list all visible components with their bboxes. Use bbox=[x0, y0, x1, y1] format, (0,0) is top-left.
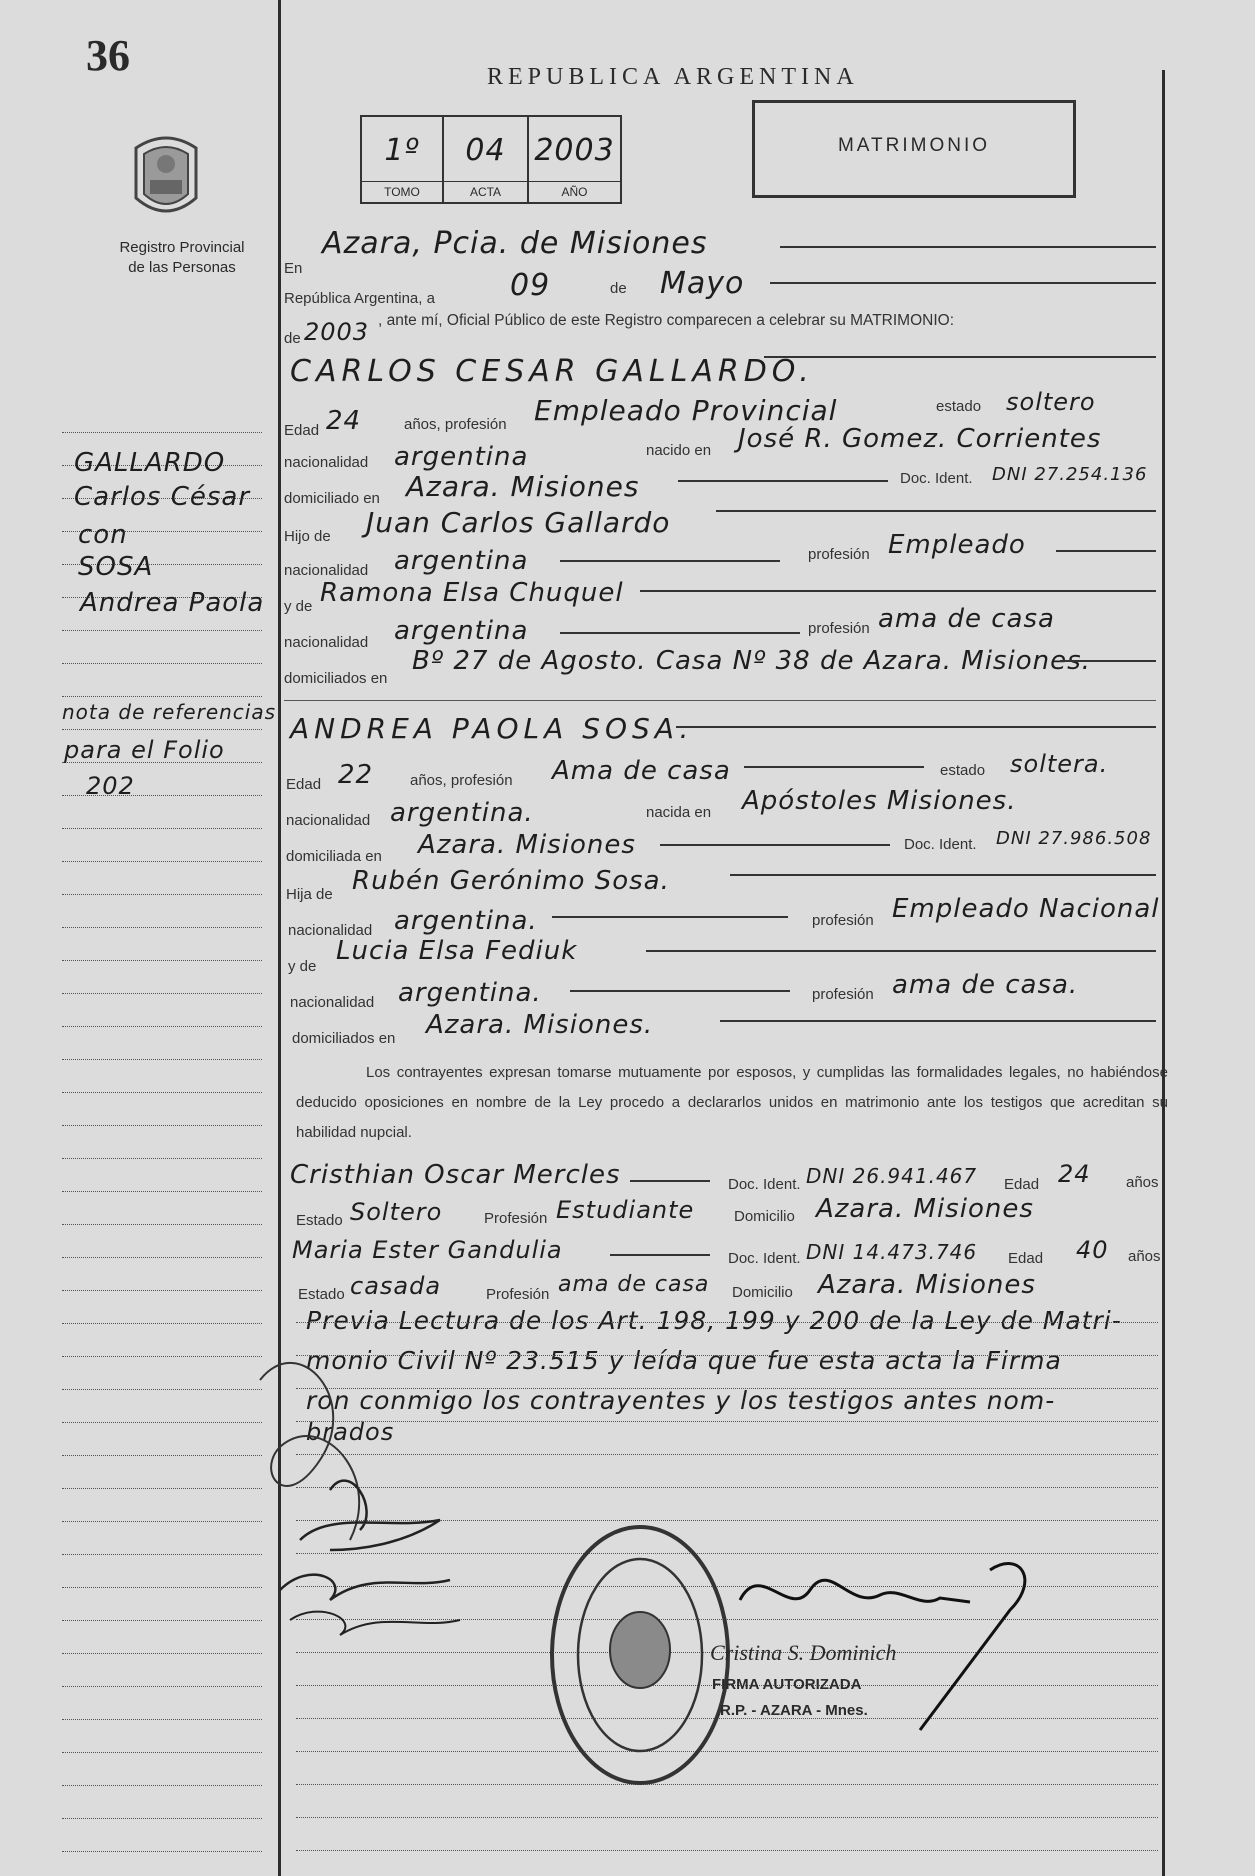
body-dotted-line bbox=[296, 1850, 1158, 1851]
fill-line bbox=[1056, 550, 1156, 552]
groom-mother-nationality: argentina bbox=[394, 616, 529, 646]
fill-line bbox=[646, 950, 1156, 952]
bride-prof-label: años, profesión bbox=[410, 772, 513, 789]
margin-dotted-line bbox=[62, 1224, 262, 1225]
witness1-age: 24 bbox=[1058, 1160, 1091, 1188]
groom-parents-dom-label: domiciliados en bbox=[284, 670, 388, 687]
tomo-value: 1º bbox=[384, 133, 420, 168]
margin-name-1: GALLARDO bbox=[74, 448, 226, 478]
margin-dotted-line bbox=[62, 729, 262, 730]
fill-line bbox=[640, 590, 1156, 592]
groom-nacido-label: nacido en bbox=[646, 442, 712, 459]
margin-dotted-line bbox=[62, 861, 262, 862]
folio-number: 36 bbox=[86, 31, 130, 80]
ano-label: AÑO bbox=[561, 185, 588, 199]
day: 09 bbox=[510, 268, 551, 303]
bride-father-profession: Empleado Nacional bbox=[892, 894, 1160, 924]
groom-prof-label: años, profesión bbox=[404, 416, 507, 433]
margin-name-5: Andrea Paola bbox=[80, 588, 265, 618]
ano-value: 2003 bbox=[534, 133, 615, 168]
fill-line bbox=[780, 246, 1156, 248]
witness2-prof-label: Profesión bbox=[486, 1286, 550, 1303]
bride-doc-label: Doc. Ident. bbox=[904, 836, 977, 853]
registry-line-2: de las Personas bbox=[128, 259, 236, 276]
bride-parents-address: Azara. Misiones. bbox=[426, 1010, 654, 1040]
bride-father-nac-label: nacionalidad bbox=[288, 922, 373, 939]
witness1-edad-label: Edad bbox=[1004, 1176, 1040, 1193]
fill-line bbox=[720, 1020, 1156, 1022]
margin-dotted-line bbox=[62, 1620, 262, 1621]
bride-mother-nac-label: nacionalidad bbox=[290, 994, 375, 1011]
bride-nationality: argentina. bbox=[390, 798, 534, 828]
groom-birthplace: José R. Gomez. Corrientes bbox=[738, 424, 1102, 454]
fill-line bbox=[570, 990, 790, 992]
bride-parents-dom-label: domiciliados en bbox=[292, 1030, 396, 1047]
signature-scribbles bbox=[240, 1340, 500, 1640]
fill-line bbox=[630, 1180, 710, 1182]
groom-father: Juan Carlos Gallardo bbox=[366, 506, 671, 539]
margin-dotted-line bbox=[62, 1752, 262, 1753]
groom-mother-profession: ama de casa bbox=[878, 604, 1055, 634]
groom-mother: Ramona Elsa Chuquel bbox=[320, 578, 624, 608]
margin-dotted-line bbox=[62, 828, 262, 829]
registry-line-1: Registro Provincial bbox=[119, 239, 245, 256]
margin-name-3: con bbox=[78, 520, 128, 550]
witness1-estado-label: Estado bbox=[296, 1212, 343, 1229]
bride-civil-status: soltera. bbox=[1010, 750, 1109, 778]
margin-dotted-line bbox=[62, 1851, 262, 1852]
fill-line bbox=[716, 510, 1156, 512]
year: 2003 bbox=[304, 318, 370, 346]
record-type-box bbox=[752, 100, 1076, 198]
groom-mother-nac-label: nacionalidad bbox=[284, 634, 369, 651]
margin-dotted-line bbox=[62, 1356, 262, 1357]
fill-line bbox=[770, 282, 1156, 284]
witness2-doc-label: Doc. Ident. bbox=[728, 1250, 801, 1267]
closing-line-3: ron conmigo los contrayentes y los testigos antes nom- bbox=[306, 1386, 1056, 1415]
margin-dotted-line bbox=[62, 1719, 262, 1720]
margin-dotted-line bbox=[62, 1290, 262, 1291]
margin-dotted-line bbox=[62, 1455, 262, 1456]
groom-civil-status: soltero bbox=[1006, 388, 1096, 416]
margin-dotted-line bbox=[62, 1092, 262, 1093]
bride-mother-prof-label: profesión bbox=[812, 986, 874, 1003]
margin-dotted-line bbox=[62, 1818, 262, 1819]
groom-hijo-label: Hijo de bbox=[284, 528, 331, 545]
bride-estado-label: estado bbox=[940, 762, 986, 779]
fill-line bbox=[744, 766, 924, 768]
margin-dotted-line bbox=[62, 1785, 262, 1786]
right-rule bbox=[1162, 70, 1165, 1876]
fill-line bbox=[678, 480, 888, 482]
closing-line-4: brados bbox=[306, 1418, 395, 1446]
en-label: En bbox=[284, 260, 303, 277]
intro-text: , ante mí, Oficial Público de este Registro comparecen a celebrar su MATRIMONIO: bbox=[378, 312, 955, 329]
fill-line bbox=[560, 632, 800, 634]
groom-mother-prof-label: profesión bbox=[808, 620, 870, 637]
place: Azara, Pcia. de Misiones bbox=[322, 226, 708, 261]
margin-name-4: SOSA bbox=[78, 552, 154, 582]
margin-dotted-line bbox=[62, 1587, 262, 1588]
witness2-status: casada bbox=[350, 1272, 442, 1300]
bride-nac-label: nacionalidad bbox=[286, 812, 371, 829]
witness2-address: Azara. Misiones bbox=[818, 1270, 1036, 1300]
margin-dotted-line bbox=[62, 1323, 262, 1324]
fill-line bbox=[560, 560, 780, 562]
witness1-address: Azara. Misiones bbox=[816, 1194, 1034, 1224]
provincial-seal-icon bbox=[128, 128, 204, 224]
record-number-box bbox=[360, 115, 622, 204]
groom-edad-label: Edad bbox=[284, 422, 320, 439]
witness2-anos-label: años bbox=[1128, 1248, 1161, 1265]
bride-birthplace: Apóstoles Misiones. bbox=[742, 786, 1017, 816]
country-title: REPUBLICA ARGENTINA bbox=[487, 64, 859, 90]
margin-dotted-line bbox=[62, 1554, 262, 1555]
stamp-auth: FIRMA AUTORIZADA bbox=[712, 1676, 862, 1693]
tomo-label: TOMO bbox=[384, 185, 420, 199]
groom-nac-label: nacionalidad bbox=[284, 454, 369, 471]
bride-dom-label: domiciliada en bbox=[286, 848, 382, 865]
margin-dotted-line bbox=[62, 1422, 262, 1423]
bride-father: Rubén Gerónimo Sosa. bbox=[352, 866, 670, 896]
declaration-text: Los contrayentes expresan tomarse mutuamente por esposos, y cumplidas las formalidades legales, no habiéndose deducido oposiciones en nombre de la Ley procedo a declararlos unidos en matrimonio ante los testigos que acreditan su habilidad nupcial. bbox=[296, 1064, 1168, 1141]
margin-note-2: para el Folio bbox=[64, 736, 225, 764]
bride-hija-label: Hija de bbox=[286, 886, 333, 903]
witness2-profession: ama de casa bbox=[558, 1272, 710, 1297]
month: Mayo bbox=[660, 266, 745, 301]
margin-dotted-line bbox=[62, 630, 262, 631]
fill-line bbox=[730, 874, 1156, 876]
witness1-dom-label: Domicilio bbox=[734, 1208, 795, 1225]
ano-cell bbox=[529, 117, 620, 202]
witness2-dom-label: Domicilio bbox=[732, 1284, 793, 1301]
acta-cell bbox=[444, 117, 529, 202]
witness2-age: 40 bbox=[1076, 1236, 1109, 1264]
margin-dotted-line bbox=[62, 696, 262, 697]
margin-note-1: nota de referencias bbox=[62, 700, 277, 724]
bride-father-nationality: argentina. bbox=[394, 906, 538, 936]
bride-profession: Ama de casa bbox=[552, 756, 731, 786]
groom-name: CARLOS CESAR GALLARDO. bbox=[290, 354, 814, 389]
groom-address: Azara. Misiones bbox=[406, 470, 640, 503]
bride-mother-nationality: argentina. bbox=[398, 978, 542, 1008]
margin-note-3: 202 bbox=[86, 772, 135, 800]
bride-age: 22 bbox=[338, 760, 374, 790]
witness1-doc-label: Doc. Ident. bbox=[728, 1176, 801, 1193]
witness1-anos-label: años bbox=[1126, 1174, 1159, 1191]
margin-dotted-line bbox=[62, 1389, 262, 1390]
bride-address: Azara. Misiones bbox=[418, 830, 636, 860]
bride-mother-profession: ama de casa. bbox=[892, 970, 1079, 1000]
bride-name: ANDREA PAOLA SOSA. bbox=[290, 712, 694, 745]
margin-dotted-line bbox=[62, 1686, 262, 1687]
groom-doc-label: Doc. Ident. bbox=[900, 470, 973, 487]
registry-label bbox=[62, 238, 302, 278]
groom-doc: DNI 27.254.136 bbox=[992, 464, 1148, 485]
witness2-doc: DNI 14.473.746 bbox=[806, 1240, 978, 1264]
tomo-cell bbox=[362, 117, 444, 202]
margin-name-2: Carlos César bbox=[74, 482, 251, 512]
margin-dotted-line bbox=[62, 1257, 262, 1258]
groom-father-nationality: argentina bbox=[394, 546, 529, 576]
bride-nacida-label: nacida en bbox=[646, 804, 712, 821]
body-dotted-line bbox=[296, 1322, 1158, 1323]
fill-line bbox=[610, 1254, 710, 1256]
groom-yde-label: y de bbox=[284, 598, 313, 615]
closing-line-2: monio Civil Nº 23.515 y leída que fue esta acta la Firma bbox=[306, 1346, 1062, 1375]
groom-father-prof-label: profesión bbox=[808, 546, 870, 563]
fill-line bbox=[1060, 660, 1156, 662]
bride-yde-label: y de bbox=[288, 958, 317, 975]
groom-father-profession: Empleado bbox=[888, 530, 1026, 560]
margin-dotted-line bbox=[62, 1059, 262, 1060]
republica-label: República Argentina, a bbox=[284, 290, 435, 307]
de2-label: de bbox=[284, 330, 301, 347]
bride-mother: Lucia Elsa Fediuk bbox=[336, 936, 578, 966]
margin-dotted-line bbox=[62, 1521, 262, 1522]
groom-dom-label: domiciliado en bbox=[284, 490, 380, 507]
groom-nationality: argentina bbox=[394, 442, 529, 472]
closing-line-1: Previa Lectura de los Art. 198, 199 y 200 de la Ley de Matri- bbox=[306, 1306, 1122, 1335]
margin-dotted-line bbox=[62, 1026, 262, 1027]
acta-label: ACTA bbox=[469, 185, 502, 199]
groom-parents-address: Bº 27 de Agosto. Casa Nº 38 de Azara. Misiones. bbox=[412, 646, 1091, 676]
margin-dotted-line bbox=[62, 1125, 262, 1126]
groom-father-nac-label: nacionalidad bbox=[284, 562, 369, 579]
fill-line bbox=[676, 726, 1156, 728]
stamp-officer: Cristina S. Dominich bbox=[710, 1640, 897, 1665]
witness1-doc: DNI 26.941.467 bbox=[806, 1164, 978, 1188]
witness1-status: Soltero bbox=[350, 1198, 443, 1226]
witness1-profession: Estudiante bbox=[556, 1196, 695, 1224]
fill-line bbox=[552, 916, 788, 918]
de-label: de bbox=[610, 280, 627, 297]
margin-dotted-line bbox=[62, 960, 262, 961]
margin-dotted-line bbox=[62, 894, 262, 895]
margin-dotted-line bbox=[62, 1191, 262, 1192]
acta-value: 04 bbox=[465, 133, 506, 168]
margin-dotted-line bbox=[62, 927, 262, 928]
groom-age: 24 bbox=[326, 406, 362, 436]
margin-dotted-line bbox=[62, 432, 262, 433]
witness2-edad-label: Edad bbox=[1008, 1250, 1044, 1267]
fill-line bbox=[764, 356, 1156, 358]
bride-doc: DNI 27.986.508 bbox=[996, 828, 1152, 849]
margin-dotted-line bbox=[62, 1488, 262, 1489]
stamp-office: R.P. - AZARA - Mnes. bbox=[720, 1702, 868, 1719]
groom-profession: Empleado Provincial bbox=[534, 394, 838, 427]
witness2-estado-label: Estado bbox=[298, 1286, 345, 1303]
body-dotted-line bbox=[296, 1817, 1158, 1818]
margin-dotted-line bbox=[62, 1653, 262, 1654]
witness2-name: Maria Ester Gandulia bbox=[292, 1236, 563, 1264]
groom-estado-label: estado bbox=[936, 398, 982, 415]
bride-father-prof-label: profesión bbox=[812, 912, 874, 929]
fill-line bbox=[660, 844, 890, 846]
official-stamp-icon bbox=[545, 1520, 735, 1790]
margin-dotted-line bbox=[62, 1158, 262, 1159]
bride-edad-label: Edad bbox=[286, 776, 322, 793]
margin-dotted-line bbox=[62, 663, 262, 664]
margin-dotted-line bbox=[62, 993, 262, 994]
witness1-name: Cristhian Oscar Mercles bbox=[290, 1160, 621, 1190]
witness1-prof-label: Profesión bbox=[484, 1210, 548, 1227]
record-type-label: MATRIMONIO bbox=[837, 135, 991, 156]
separator-line bbox=[284, 700, 1156, 701]
